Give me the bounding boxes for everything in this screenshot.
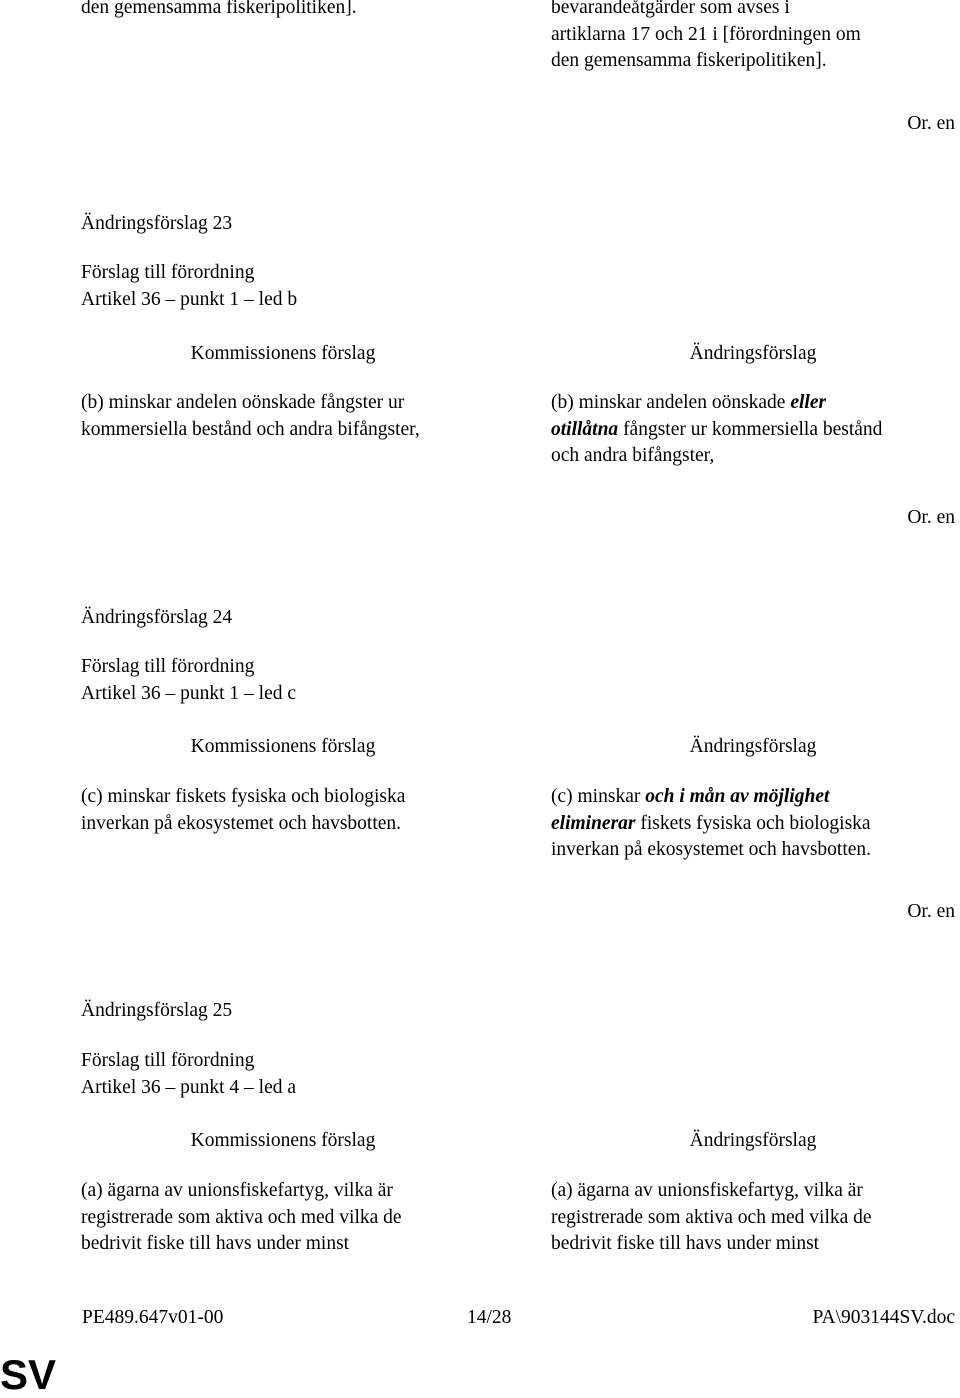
amendment-title: Ändringsförslag 24 [81,607,233,628]
text-line: (a) ägarna av unionsfiskefartyg, vilka är [81,1180,393,1201]
changed-text: eller [790,392,827,413]
proposal-label: Förslag till förordning [81,1050,255,1071]
article-reference: Artikel 36 – punkt 1 – led b [81,289,298,310]
column-heading-commission: Kommissionens förslag [190,343,376,364]
top-right-text [551,0,861,75]
amendment-title: Ändringsförslag 25 [81,1000,233,1021]
column-heading-commission: Kommissionens förslag [190,736,376,757]
article-reference: Artikel 36 – punkt 4 – led a [81,1077,297,1098]
column-heading-amendment: Ändringsförslag [689,343,817,364]
text-line [551,784,871,811]
text-line [551,390,882,417]
plain-text: (c) minskar [551,786,646,807]
proposal-label: Förslag till förordning [81,262,255,283]
amendment-text [551,390,882,470]
text-line: registrerade som aktiva och med vilka de [551,1206,872,1228]
footer-reference: PE489.647v01-00 [82,1307,224,1328]
text-line: inverkan på ekosystemet och havsbotten. [81,812,402,834]
article-reference: Artikel 36 – punkt 1 – led c [81,683,297,704]
plain-text: (b) minskar andelen oönskade [551,392,791,413]
changed-text: eliminerar [551,812,636,834]
language-code: SV [0,1351,57,1398]
changed-text: och i mån av möjlighet [645,786,830,807]
original-language-label: Or. en [907,113,955,134]
text-line: artiklarna 17 och 21 i [förordningen om [551,23,861,45]
original-language-label: Or. en [907,507,955,528]
top-left-text [81,0,357,22]
text-line: (b) minskar andelen oönskade fångster ur [81,392,405,413]
text-line [551,811,871,838]
text-line: kommersiella bestånd och andra bifångster, [81,418,420,440]
column-heading-amendment: Ändringsförslag [689,1130,817,1151]
proposal-label: Förslag till förordning [81,656,255,677]
footer-page-number: 14/28 [467,1307,512,1328]
text-line: och andra bifångster, [551,445,715,466]
original-language-label: Or. en [907,901,955,922]
text-line: inverkan på ekosystemet och havsbotten. [551,839,872,860]
plain-text: fiskets fysiska och biologiska [635,812,871,834]
text-line: den gemensamma fiskeripolitiken]. [551,50,827,71]
commission-text [81,1178,402,1258]
text-line: bevarandeåtgärder som avses i [551,0,790,18]
amendment-text [551,1178,872,1258]
commission-text [81,784,405,837]
text-line: bedrivit fiske till havs under minst [81,1233,350,1254]
changed-text: otillåtna [551,418,619,440]
text-line: (a) ägarna av unionsfiskefartyg, vilka är [551,1180,863,1201]
text-line: registrerade som aktiva och med vilka de [81,1206,402,1228]
text-line: den gemensamma fiskeripolitiken]. [81,0,357,18]
footer-document-name: PA\903144SV.doc [812,1307,955,1328]
plain-text: fångster ur kommersiella bestånd [618,418,883,440]
amendment-text [551,784,871,864]
text-line: (c) minskar fiskets fysiska och biologiska [81,786,406,807]
text-line: bedrivit fiske till havs under minst [551,1233,820,1254]
text-line [551,417,882,444]
column-heading-amendment: Ändringsförslag [689,736,817,757]
column-heading-commission: Kommissionens förslag [190,1130,376,1151]
amendment-title: Ändringsförslag 23 [81,213,233,234]
commission-text [81,390,420,443]
